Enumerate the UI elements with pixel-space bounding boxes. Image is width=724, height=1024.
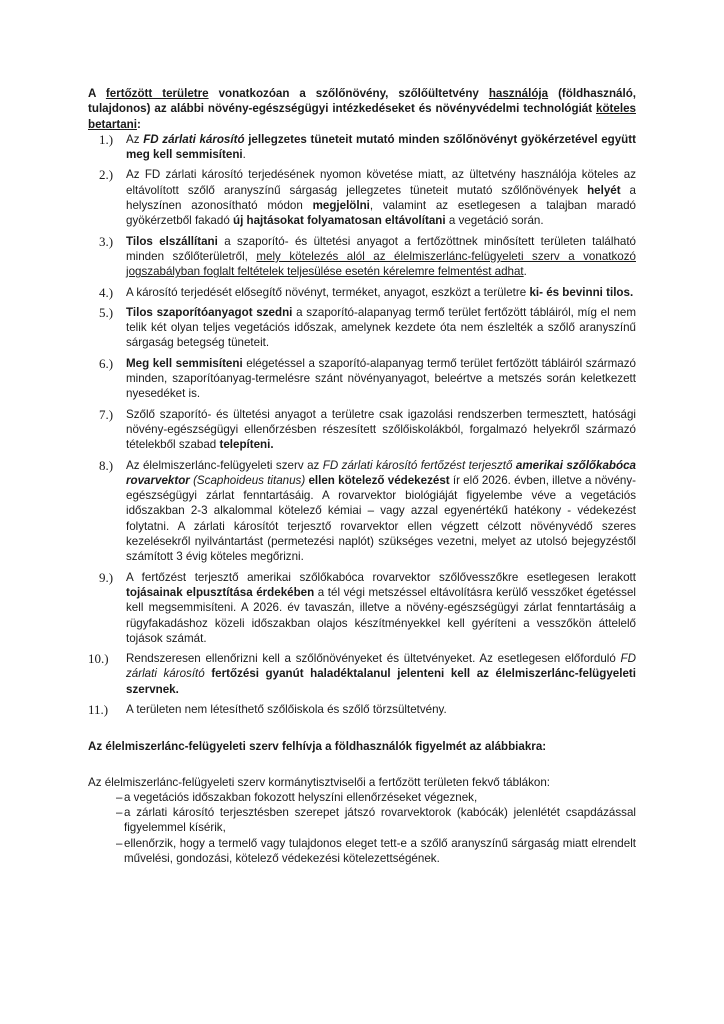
item-text: [126, 458, 636, 565]
obligation-item: [88, 407, 636, 453]
text-run: a szaporító- és ültetési anyagot a fertőzöttnek minősített területen található minden szőlőterületről,: [126, 234, 637, 263]
text-run: vonatkozóan a szőlőnövény, szőlőültetvény: [208, 87, 489, 100]
item-text: [126, 407, 636, 453]
text-run: A károsító terjedését elősegítő növényt, terméket, anyagot, eszközt a területre: [126, 285, 530, 299]
item-number: 3.): [99, 233, 114, 249]
obligation-item: [88, 305, 636, 351]
item-number: 4.): [99, 284, 114, 300]
text-run: Rendszeresen ellenőrizni kell a szőlőnövényeket és ültetvényeket. Az esetlegesen előforduló: [126, 652, 621, 666]
text-run: fertőzött területre: [105, 87, 209, 100]
text-run: , valamint az esetlegesen a talajban maradó gyökérzetből fakadó: [126, 199, 637, 228]
text-run: Az FD zárlati károsító terjedésének nyomon követése miatt, az ültetvény használója köteles az eltávolított szőlő aranyszínű sárgaság jellegzetes tüneteit mutató szőlőnövények: [126, 168, 636, 197]
notice-bullet-text: ellenőrzik, hogy a termelő vagy tulajdonos eleget tett-e a szőlő aranyszínű sárgaság miatt elrendelt művelési, gondozási, kötelező védekezési kötelezettségének.: [124, 836, 636, 866]
text-run: (földhasználó, tulajdonos) az alábbi növény-egészségügyi intézkedéseket és növényvédelmi technológiát: [88, 87, 636, 116]
item-number: 1.): [99, 131, 114, 147]
text-run: Az élelmiszerlánc-felügyeleti szerv az: [126, 458, 323, 472]
dash-icon: –: [116, 836, 123, 850]
item-number: 11.): [88, 701, 109, 717]
notice-bullet: [116, 790, 636, 805]
item-number: 7.): [99, 406, 114, 422]
text-run: FD zárlati károsító: [143, 132, 245, 146]
text-run: ki- és bevinni tilos.: [529, 285, 634, 299]
text-run: mely kötelezés alól az élelmiszerlánc-felügyeleti szerv a vonatkozó jogszabályban foglalt feltételek teljesülése esetén kérelemre felmentést adhat: [126, 249, 636, 279]
item-text: [126, 356, 636, 402]
item-text: [126, 285, 636, 300]
text-run: A fertőzést terjesztő amerikai szőlőkabóca rovarvektor szőlővesszőkre esetlegesen lerakott: [126, 570, 636, 584]
notice-heading: Az élelmiszerlánc-felügyeleti szerv felhívja a földhasználók figyelmét az alábbiakra:: [88, 740, 547, 754]
text-run: helyét: [587, 183, 621, 197]
text-run: fertőzési gyanút haladéktalanul jelenteni kell az élelmiszerlánc-felügyeleti szervnek.: [126, 667, 636, 696]
item-text: [126, 651, 636, 697]
notice-bullet-text: a vegetációs időszakban fokozott helyszíni ellenőrzéseket végeznek,: [124, 790, 478, 804]
text-run: :: [136, 117, 141, 131]
text-run: FD zárlati károsító fertőzést terjesztő: [322, 458, 513, 472]
text-run: jellegzetes tüneteit mutató minden szőlőnövényt gyökérzetével együtt meg kell semmisíteni: [126, 132, 636, 162]
obligation-item: [88, 702, 636, 717]
notice-lead: Az élelmiszerlánc-felügyeleti szerv kormánytisztviselői a fertőzött területen fekvő táblákon:: [88, 775, 551, 789]
item-text: [126, 167, 636, 228]
obligation-item: [88, 570, 636, 646]
notice-bullet: [116, 836, 636, 867]
item-text: [126, 234, 636, 280]
text-run: telepíteni.: [219, 438, 274, 452]
text-run: .: [523, 265, 527, 279]
obligation-item: [88, 167, 636, 228]
dash-icon: –: [116, 806, 123, 820]
item-number: 8.): [99, 457, 114, 473]
item-number: 9.): [99, 569, 114, 585]
text-run: a vegetáció során.: [445, 214, 544, 228]
notice-bullet: [116, 805, 636, 836]
obligation-item: [88, 458, 636, 565]
text-run: használója: [488, 87, 549, 100]
item-text: [126, 132, 636, 163]
item-text: [126, 305, 636, 351]
text-run: új hajtásokat folyamatosan eltávolítani: [233, 214, 446, 228]
obligation-item: [88, 132, 636, 163]
text-run: .: [242, 148, 246, 162]
text-run: Szőlő szaporító- és ültetési anyagot a területre csak igazolási rendszerben termesztett, hatósági növény-egészségügyi ellenőrzésben részesített szőlőiskolákból, forgalmazó helyekről származó tételekből szabad: [126, 407, 636, 452]
obligation-item: [88, 356, 636, 402]
dash-icon: –: [116, 790, 123, 804]
text-run: a szaporító-alapanyag termő terület fertőzött tábláiról, míg el nem telik két olyan teljes vegetációs időszak, amelynek kezdete óta nem észlelték a szőlő aranyszínű sárgaság betegség tüneteit.: [126, 305, 636, 350]
item-text: [126, 702, 636, 717]
item-number: 6.): [99, 355, 114, 371]
text-run: a helyszínen azonosítható módon: [126, 183, 636, 213]
document-page: [88, 86, 636, 866]
intro-paragraph: [88, 86, 636, 132]
item-number: 5.): [99, 304, 114, 320]
obligation-item: [88, 285, 636, 300]
text-run: FD zárlati károsító: [126, 652, 636, 681]
text-run: megjelölni: [312, 199, 370, 213]
text-run: A területen nem létesíthető szőlőiskola és szőlő törzsültetvény.: [126, 702, 447, 716]
text-run: Meg kell semmisíteni: [126, 356, 243, 370]
notice-list: [88, 790, 636, 866]
text-run: A: [88, 87, 106, 100]
notice-bullet-text: a zárlati károsító terjesztésben szerepet játszó rovarvektorok (kabócák) jelenlétét csapdázással figyelemmel kísérik,: [124, 806, 636, 835]
item-text: [126, 570, 636, 646]
text-run: Az: [126, 132, 144, 146]
text-run: köteles betartani: [88, 102, 636, 131]
text-run: (Scaphoideus titanus): [193, 473, 306, 487]
text-run: tojásainak elpusztítása érdekében: [126, 585, 315, 599]
obligation-item: [88, 234, 636, 280]
text-run: ellen kötelező védekezést: [308, 473, 450, 487]
text-run: ír elő 2026. évben, illetve a növény-egészségügyi zárlat fenntartásáig. A rovarvektor biológiáját figyelembe véve a vegetációs időszakban 2-3 alkalommal kötelező kémiai – vagy azzal egyenértékű hatékony - védekezést folytatni. A zárlati károsítót terjesztő rovarvektor ellen végzett célzott növényvédő szeres kezelésekről nyilvántartást (permetezési naplót) szükséges vezetni, melyet az utolsó bejegyzéstől számított 3 évig köteles megőrizni.: [126, 473, 636, 564]
obligations-list: [88, 132, 636, 717]
item-number: 2.): [99, 167, 114, 183]
text-run: amerikai szőlőkabóca rovarvektor: [126, 458, 636, 487]
item-number: 10.): [88, 651, 109, 667]
text-run: a tél végi metszéssel eltávolításra kerülő vesszőket égetéssel kell megsemmisíteni. A 2026. év tavaszán, illetve a növény-egészségügyi zárlat fenntartásáig a rügyfakadáshoz közeli időszakban olajos készítményekkel kell gyéríteni a vesszőkön áttelelő tojások számát.: [126, 585, 636, 645]
text-run: elégetéssel a szaporító-alapanyag termő terület fertőzött tábláiról származó minden, szaporítóanyag-termelésre szánt növényanyagot, beleértve a metszés során keletkezett nyesedéket is.: [126, 356, 636, 401]
obligation-item: [88, 651, 636, 697]
text-run: Tilos szaporítóanyagot szedni: [126, 305, 293, 319]
text-run: Tilos elszállítani: [126, 234, 218, 248]
